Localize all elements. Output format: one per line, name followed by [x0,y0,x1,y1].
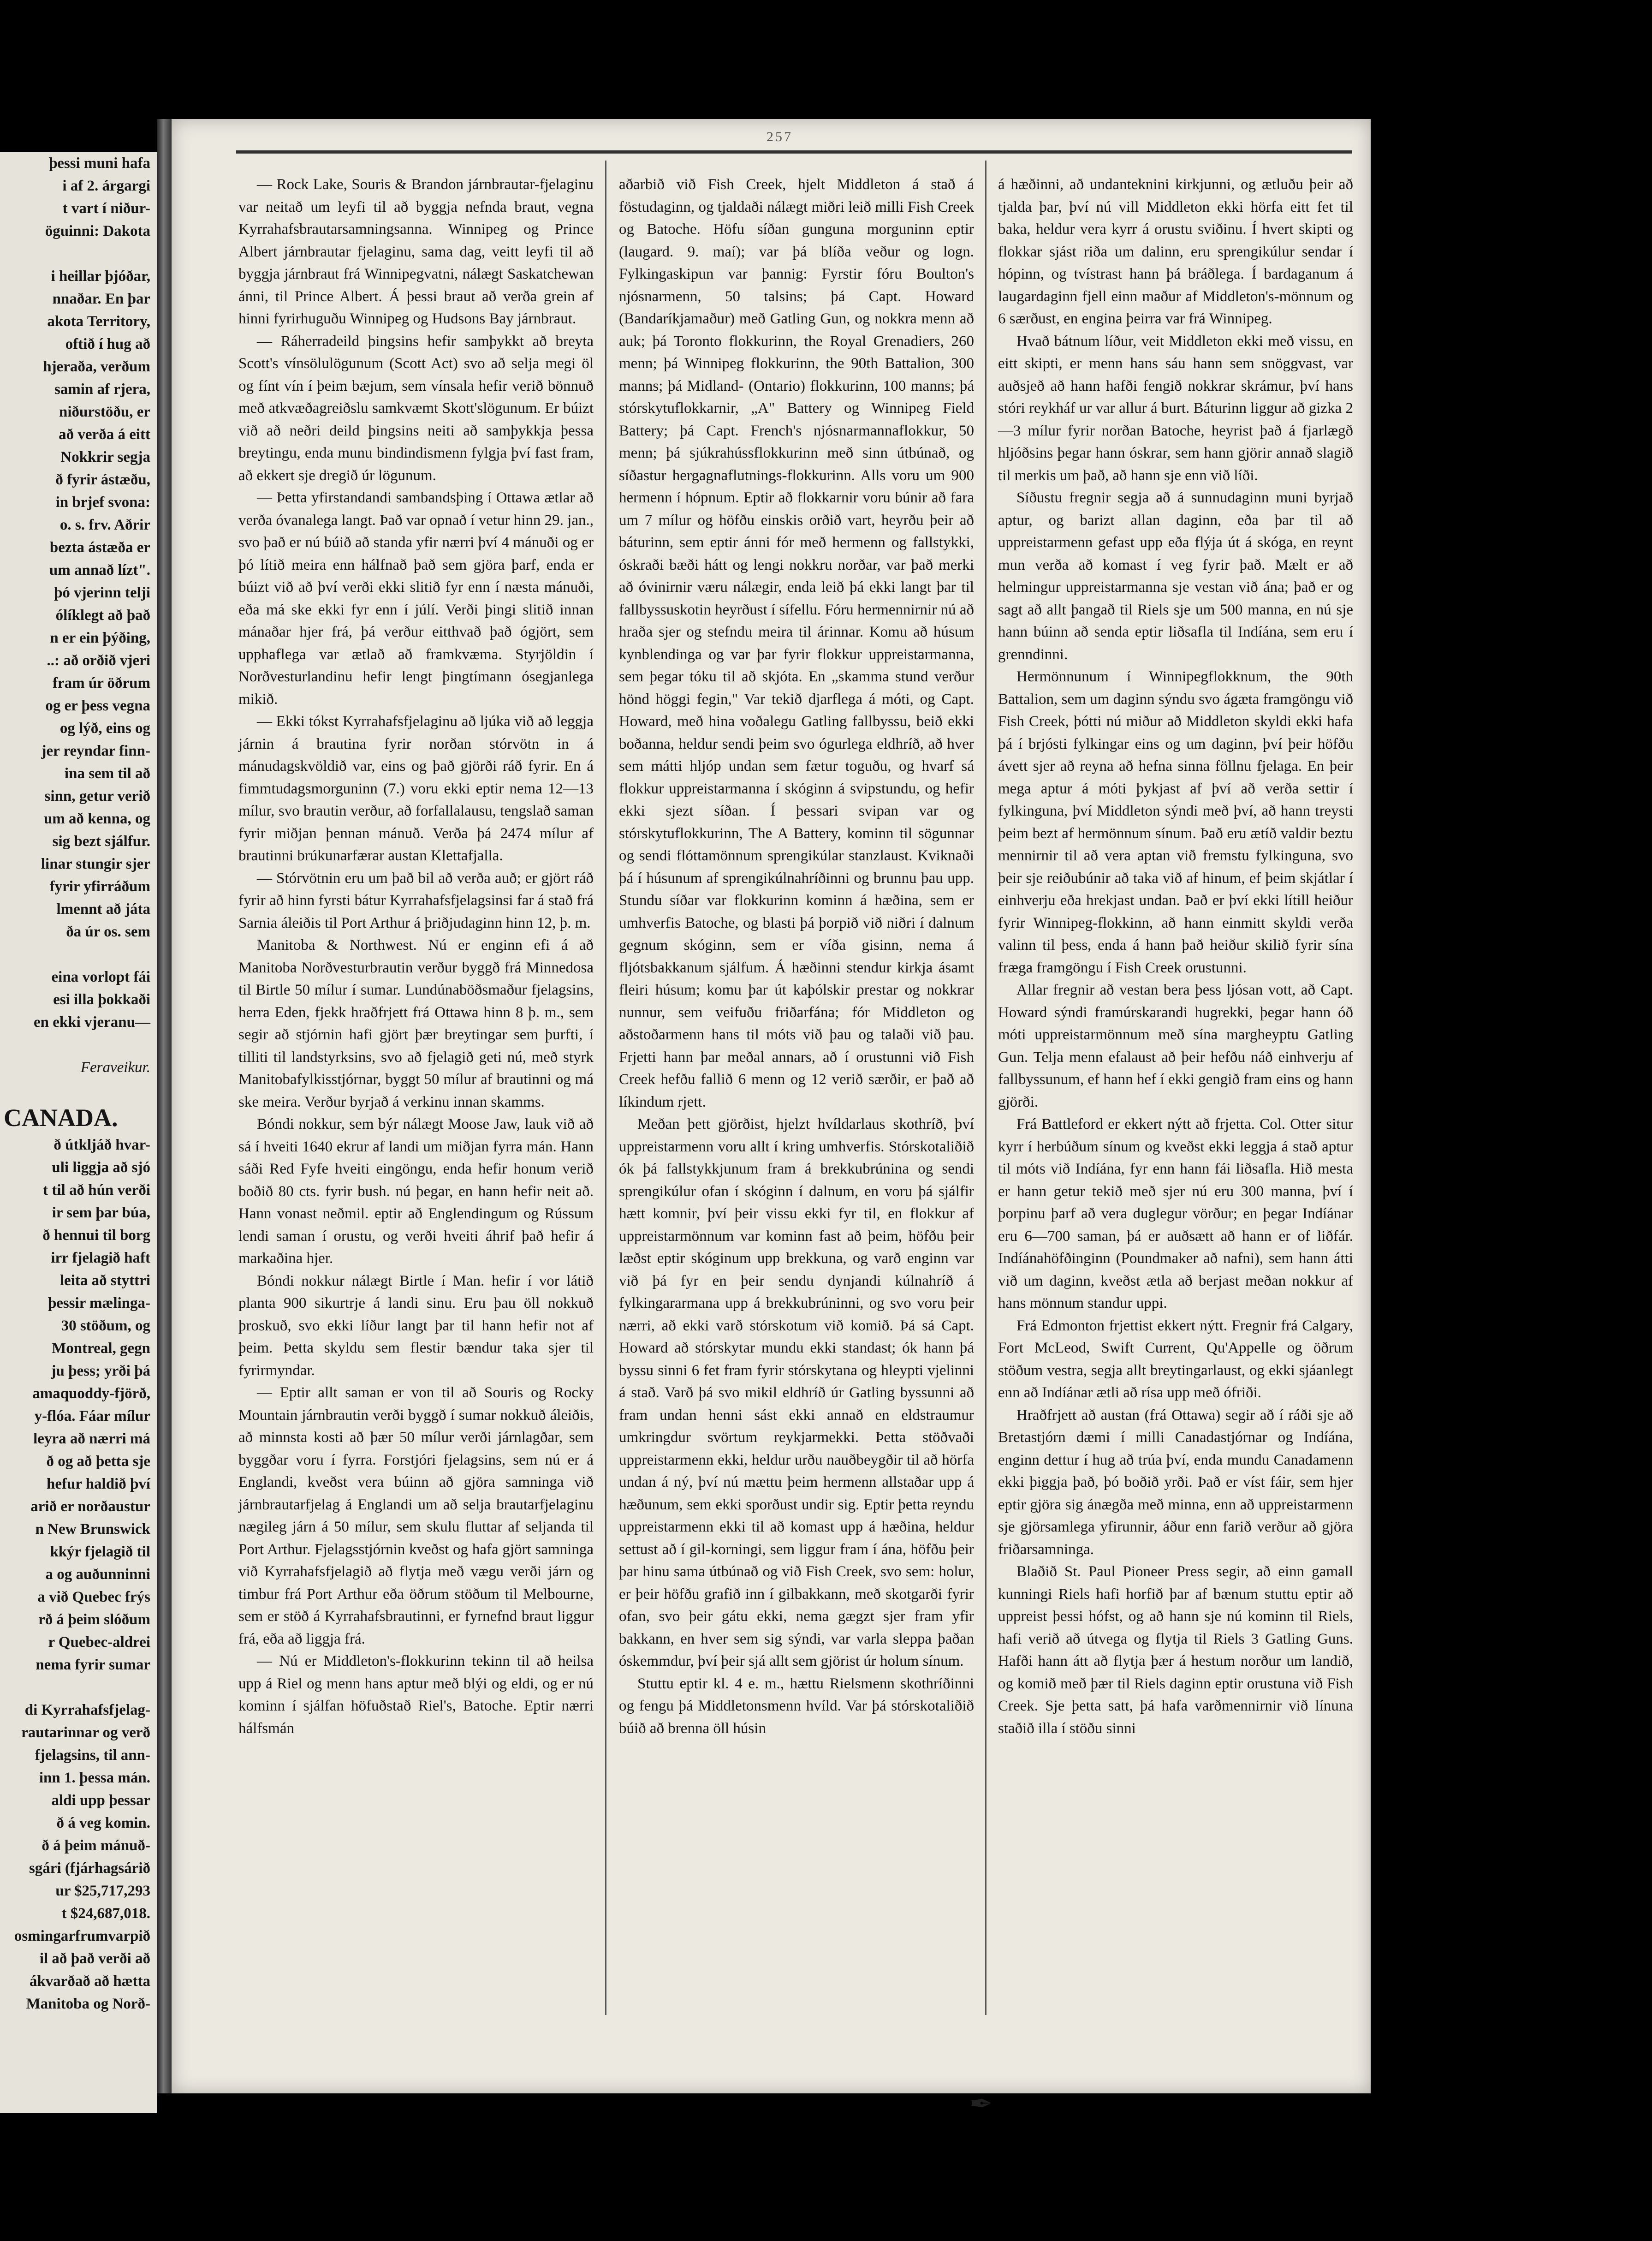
article-paragraph: Meðan þett gjörðist, hjelzt hvíldarlaus skothríð, því uppreistarmenn voru allt í kring umhverfis. Stórskotaliðið ók þá fallstykkjunum fram á brekkubrúnina og sendi sprengikúlur ofan í skóginn í dalnum, en voru þá sjálfir hætt komnir, því þeir vissu ekki fyr til, en flokkur af uppreistarmönnum var kominn fast að þeim, höfðu þeir læðst eptir skóginum upp brekkuna, og varð enginn var við þá fyr en þeir sendu dynjandi kúlnahríð á fylkingararmana upp á brekkubrúninni, og svo voru þeir nærri, að ekki varð stórskotum við komið. Þá sá Capt. Howard að stórskytar mundu ekki standast; ók hann þá byssu sinni 6 fet fram fyrir stórskytana og hleypti vjelinni á stað. Varð þá svo mikil eldhríð úr Gatling byssunni að fram undan henni sást ekki annað en eldstraumur umkringdur svörtum reykjarmekki. Þetta stöðvaði uppreistarmenn ekki, heldur urðu nauðbeygðir til að hörfa undan á ný, því nú mættu þeim hermenn allstaðar upp á hæðunum, sem ekki sporðust undir sig. Eptir þetta reyndu uppreistarmenn ekki til að komast upp á hæðina, heldur settust að í gil-korningi, sem liggur fram í ána, höfðu þeir þar hinu sama útbúnað og við Fish Creek, svo sem: holur, er þeir höfðu grafið inn í gilbakkann, með skotgarði fyrir ofan, svo þeir gátu ekki, nema gægzt sjer fram yfir bakkann, en hver sem sig sýndi, var varla sleppa þaðan óskemmdur, því þeir sjá allt sem gjörist úr holum sínum. [619,1116,974,1669]
previous-page-line: og lýð, eins og [59,720,150,737]
previous-page-line: ur $25,717,293 [55,1883,150,1899]
article-paragraph: Bóndi nokkur, sem býr nálægt Moose Jaw, lauk við að sá í hveiti 1640 ekrur af landi um miðjan fyrra mán. Hann sáði Red Fyfe hveiti eingöngu, enda hefir honum verið boðið 80 cts. fyrir bush. nú þegar, en hann hefir neit að. Hann vonast neðmil. eptir að Englendingum og Rússum lendi saman í orustu, og verði hveiti áhrif það hefir á markaðina hjer. [238,1116,594,1267]
previous-page-line: akota Territory, [47,313,150,330]
previous-page-line: ð á þeim mánuð- [42,1837,150,1854]
header-rule [236,150,1352,154]
previous-page-line: il að það verði að [39,1950,150,1967]
previous-page-line: ða úr os. sem [66,924,150,940]
previous-page-line: fram úr öðrum [52,675,150,691]
previous-page-line [0,1079,157,1102]
previous-page-line: ákvarðað að hætta [29,1973,150,1990]
previous-page-line [0,943,157,966]
previous-page-line: 30 stöðum, og [61,1317,150,1334]
previous-page-line: a og auðunninni [45,1566,150,1583]
previous-page-line: n er ein þýðing, [50,630,150,646]
previous-page-line: rð á þeim slóðum [38,1611,150,1628]
previous-page-line: n New Brunswick [35,1521,150,1538]
article-paragraph: — Eptir allt saman er von til að Souris og Rocky Mountain járnbrautin verði byggð í sumar nokkuð áleiðis, að minnsta kosti að þær 50 mílur verði járnlagðar, sem byggðar voru í fyrra. Forstjóri fjelagsins, sem nú er á Englandi, kveðst vera búinn að gjöra samninga við járnbrautarfjelag á Englandi um að selja brautarfjelaginu nægileg járn á 50 mílur, sem skulu fluttar af seljanda til Port Arthur. Fjelagsstjórnin kveðst og hafa gjört samninga við Kyrrahafsfjelagið að flytja með vægu verði járn og timbur frá Port Arthur eða öðrum stöðum til Melbourne, sem er stöð á Kyrrahafsbrautinni, er fyrnefnd braut liggur frá, eða að liggja frá. [238,1384,594,1647]
previous-page-line: ina sem til að [64,765,150,782]
previous-page-line: inn 1. þessa mán. [39,1770,150,1786]
previous-page-line: leyra að nærri má [33,1430,150,1447]
previous-page-line: y-flóa. Fáar mílur [34,1408,150,1424]
previous-page-line: CANADA. [4,1104,118,1132]
previous-page-line: aldi upp þessar [51,1792,150,1809]
previous-page-line: linar stungir sjer [41,856,150,872]
previous-page-line: þessi muni hafa [48,155,150,172]
previous-page-line: osmingarfrumvarpið [14,1928,150,1944]
previous-page-line: oftið í hug að [65,336,150,352]
previous-page-line: þessir mælinga- [48,1295,150,1311]
column-3 [998,173,1353,1740]
previous-page-line: nema fyrir sumar [36,1657,150,1673]
article-paragraph: aðarbið við Fish Creek, hjelt Middleton á stað á föstudaginn, og tjaldaði nálægt miðri leið milli Fish Creek og Batoche. Höfu síðan gunguna morguninn eptir (laugard. 9. maí); var þá blíða veður og logn. Fylkingaskipun var þannig: Fyrstir fóru Boulton's njósnarmenn, 50 talsins; þá Capt. Howard (Bandaríkjamaður) með Gatling Gun, og nokkra menn að auk; þá Toronto flokkurinn, the Royal Grenadiers, 260 menn; þá Winnipeg flokkurinn, the 90th Battalion, 300 manns; þá Midland- (Ontario) flokkurinn, 100 manns; þá stórskytuflokkarnir, „A" Battery og Winnipeg Field Battery; þá Capt. French's njósnarmannaflokkur, 50 menn; þá sjúkrahússflokkurinn með sinn útbúnað, og síðastur hergagnaflutnings-flokkurinn. Alls voru um 900 hermenn í hópnum. Eptir að flokkarnir voru búnir að fara um 7 mílur og höfðu einskis orðið vart, heyrðu þeir að báturinn, sem eptir ánni fór með hermenn og fallstykki, óskraði bæði hátt og lengi nokkru norðar, var það merki að óvinirnir væru nálægir, enda leið þá ekki langt þar til fallbyssuskotin heyrðust í sífellu. Fóru hermennirnir nú að hraða sjer og stefndu meira til árinnar. Komu að húsum kynblendinga og var þar fyrir flokkur uppreistarmanna, sem þegar tóku til að skjóta. En „skamma stund verður hönd höggi fegin," Var tekið djarflega á móti, og Capt. Howard, með hina voðalegu Gatling fallbyssu, beið ekki boðanna, heldur sendi þeim svo ógurlega eldhríð, að hver sem mátti hljóp undan sem fætur toguðu, og hvarf sá flokkur uppreistarmanna í skóginn á svipstundu, og hefir ekki sjezt síðan. Í þessari svipan var og stórskytuflokkurinn, The A Battery, kominn til sögunnar og sendi flóttamönnum sprengikúlar stanzlaust. Kviknaði þá í húsunum af sprengikúlnahríðinni og brunnu þau upp. Stundu síðar var flokkurinn kominn á hæðina, sem er umhverfis Batoche, og blasti þá þorpið við niðri í dalnum gegnum skóginn, sem er víða gisinn, nema á fljótsbakkanum sjálfum. Á hæðinni stendur kirkja ásamt fleiri húsum; komu þar út kaþólskir prestar og nokkrar nunnur, sem veifuðu friðarfána; fór Middleton og aðstoðarmenn hans til móts við þau og talaði við þau. Frjetti hann þar meðal annars, að í orustunni við Fish Creek hefðu fallið 6 menn og 12 verið særðir, er það að líkindum rjett. [619,176,974,1110]
previous-page-line: hjeraða, verðum [43,358,150,375]
previous-page-line: niðurstöðu, er [59,404,150,420]
previous-page-line [0,1034,157,1056]
previous-page-line: amaquoddy-fjörð, [32,1385,150,1402]
previous-page-line: r Quebec-aldrei [48,1634,150,1651]
article-paragraph: Bóndi nokkur nálægt Birtle í Man. hefir í vor látið planta 900 sikurtrje á landi sinu. Eru þau öll nokkuð þroskuð, svo ekki líður langt þar til hann hefir not af þeim. Þetta skyldu sem flestir bændur taka sjer til fyrirmyndar. [238,1272,594,1379]
bottom-mark: ✒ [969,2089,993,2119]
previous-page-line: og er þess vegna [45,697,150,714]
previous-page-line: esi illa þokkaði [53,991,150,1008]
previous-page-line: sgári (fjárhagsárið [29,1860,150,1877]
previous-page-line: sig bezt sjálfur. [52,833,150,850]
previous-page-line: Montreal, gegn [52,1340,150,1357]
previous-page-line: samin af rjera, [54,381,150,398]
article-paragraph: Frá Battleford er ekkert nýtt að frjetta. Col. Otter situr kyrr í herbúðum sínum og kveðst ekki leggja á stað aptur til móts við Indíána, fyr enn hann fái liðsafla. Hið mesta er hann getur tekið með sjer nú eru 300 manna, því í þorpinu þarf að vera duglegur vörður; en þegar Indíánar eru 6—700 saman, þá er auðsætt að hann er of liðfár. Indíánahöfðinginn (Poundmaker að nafni), sem hann átti við um daginn, kveðst ætla að berjast meðan nokkur af hans mönnum standur uppi. [998,1116,1353,1311]
previous-page-line: ..: að orðið vjeri [47,652,150,669]
previous-page-line: að verða á eitt [59,426,150,443]
article-paragraph: Manitoba & Northwest. Nú er enginn efi á að Manitoba Norðvesturbrautin verður byggð frá Minnedosa til Birtle 50 mílur í sumar. Lundúnaböðsmaður fjelagsins, herra Eden, fjekk hraðfrjett frá Ottawa hinn 8 þ. m., sem segir að stjórnin hafi gjört þær breytingar sem þurfti, í tilliti til landstyrksins, svo að fjelagið geti nú, með styrk Manitobafylkisstjórnar, byggt 50 mílur af brautinni og má ske meira. Verður byrjað á verkinu innan skamms. [238,937,594,1110]
previous-page-line: t til að hún verði [43,1182,150,1198]
previous-page-line: en ekki vjeranu— [33,1014,150,1031]
previous-page-line: uli liggja að sjó [52,1159,150,1176]
previous-page-line: irr fjelagið haft [51,1250,150,1266]
previous-page-line: ð hennui til borg [42,1227,150,1244]
article-paragraph: á hæðinni, að undanteknini kirkjunni, og ætluðu þeir að tjalda þar, því nú vill Middleton ekki hörfa eitt fet til baka, heldur vera kyrr á orustu sviðinu. Í hvert skipti og flokkar sjást riða um dalinn, eru sprengikúlur sendar í hópinn, og tvístrast hann þá bráðlega. Í bardaganum á laugardaginn fjell einn maður af Middleton's-mönnum og 6 særðust, en engina þeirra var frá Winnipeg. [998,176,1353,327]
previous-page-line: bezta ástæða er [49,539,150,556]
previous-page-line: i heillar þjóðar, [51,268,150,285]
previous-page-line: ju þess; yrði þá [51,1363,150,1379]
page-number: 257 [767,129,793,144]
previous-page-line: o. s. frv. Aðrir [59,517,150,533]
book-gutter [157,119,172,2093]
previous-page-line: di Kyrrahafsfjelag- [24,1702,150,1718]
column-rule [985,161,986,2015]
article-paragraph: Hermönnunum í Winnipegflokknum, the 90th Battalion, sem um daginn sýndu svo ágæta framgöngu við Fish Creek, þótti nú miður að Middleton skyldi ekki hafa þá í brjósti fylkingar eins og um daginn, því þeir höfðu ávett sjer að reyna að hefna sinna föllnu fjelaga. En þeir mega aptur á móti þykjast af því að verða settir í fylkinguna, því Middleton sýndi með því, að hann treysti þeim bezt af hermönnum sínum. Það eru ætíð valdir beztu mennirnir til að vera aptan við fremstu fylkinguna, svo þeir sje reiðubúnir að taka við af hinum, ef þeim skjátlar í einhverju eða hrekjast undan. Það er því ekki lítill heiður fyrir Winnipeg-flokkinn, að hann einmitt skyldi verða valinn til þess, enda á hann það heiður skilið fyrir sína fræga framgöngu í Fish Creek orustunni. [998,668,1353,976]
column-2 [619,173,974,1740]
previous-page-line: öguinni: Dakota [45,223,150,239]
article-paragraph: — Nú er Middleton's-flokkurinn tekinn til að heilsa upp á Riel og menn hans aptur með blýi og eldi, og er nú kominn í sjálfan höfuðstað Riel's, Batoche. Eptir nærri hálfsmán [238,1653,594,1737]
previous-page-line: um að kenna, og [43,811,150,827]
column-rule [605,161,606,2015]
previous-page-line: nnaðar. En þar [52,291,150,307]
previous-page-line: eina vorlopt fái [51,969,150,985]
article-paragraph: — Ekki tókst Kyrrahafsfjelaginu að ljúka við að leggja járnin á brautina fyrir norðan stórvötn in á mánudagskvöldið var, eins og það gjörði ráð fyrir. En á fimmtudagsmorguninn (7.) voru ekki eptir nema 12—13 mílur, svo brautin verður, að forfallalausu, tengslað saman fyrir miðjan þennan mánuð. Verða þá 2474 mílur af brautinni brúkunarfærar austan Klettafjalla. [238,713,594,864]
previous-page-line: Manitoba og Norð- [26,1996,150,2012]
previous-page-line: kkýr fjelagið til [50,1544,150,1560]
previous-page-line: t vart í niður- [62,200,150,217]
previous-page-line: a við Quebec frýs [37,1589,150,1605]
previous-page-line: Feraveikur. [80,1059,150,1076]
previous-page-line: ólíklegt að það [55,607,150,624]
article-paragraph: — Ráherradeild þingsins hefir samþykkt að breyta Scott's vínsölulögunum (Scott Act) svo að selja megi öl og fínt vín í þeim bæjum, sem vínsala hefir verið bönnuð með atkvæðagreiðslu samkvæmt Skott'slögunum. Er búizt við að neðri deild þingsins neiti að samþykkja þessa breytingu, enda munu bindindismenn fylgja því fast fram, að ekkert sje dregið úr lögunum. [238,333,594,484]
column-1 [238,173,594,1740]
previous-page-line: i af 2. árgargi [62,178,150,194]
previous-page-line: rautarinnar og verð [21,1724,150,1741]
previous-page-line: in brjef svona: [55,494,150,511]
article-paragraph: — Rock Lake, Souris & Brandon járnbrautar-fjelaginu var neitað um leyfi til að byggja nefnda braut, vegna Kyrrahafsbrautarsamningsanna. Winnipeg og Prince Albert járnbrautar fjelaginu, sama dag, veitt leyfi til að byggja járnbraut frá Winnipegvatni, nálægt Saskatchewan ánni, til Prince Albert. Á þessi braut að verða grein af hinni fyrirhuguðu Winnipeg og Hudsons Bay járnbraut. [238,176,594,327]
article-paragraph: Hvað bátnum líður, veit Middleton ekki með vissu, en eitt skipti, er menn hans sáu hann sem snöggvast, var auðsjeð að hann hafði fengið nokkrar skrámur, því hans stóri reykháf ur var allur á burt. Báturinn liggur að gizka 2—3 mílur fyrir norðan Batoche, heyrist það á fjarlægð hljóðsins þegar hann óskrar, sem hann gjörir annað slagið til merkis um það, að hann sje enn við líði. [998,333,1353,484]
previous-page-line: fyrir yfirráðum [49,878,150,895]
article-paragraph: — Stórvötnin eru um það bil að verða auð; er gjört ráð fyrir að hinn fyrsti bátur Kyrrahafsfjelagsinsi far á stað frá Sarnia áleiðis til Port Arthur á þriðjudaginn hinn 12, þ. m. [238,870,594,931]
article-paragraph: Allar fregnir að vestan bera þess ljósan vott, að Capt. Howard sýndi framúrskarandi hugrekki, þegar hann óð móti uppreistarmönnum með sína margheyptu Gatling Gun. Telja menn efalaust að þeir hefðu náð einhverju af fallbyssunum, ef hann hef í ekki gengið fram eins og hann gjörði. [998,982,1353,1110]
previous-page-line: ð útkljáð hvar- [53,1137,150,1153]
previous-page-line: arið er norðaustur [30,1498,150,1515]
newspaper-page [172,119,1371,2119]
article-paragraph: Hraðfrjett að austan (frá Ottawa) segir að í ráði sje að Bretastjórn dæmi í milli Canadastjórnar og Indíána, enginn dettur í hug að trúa því, enda mundu Canadamenn ekki þiggja það, þó boðið yrði. Það er víst fáir, sem hjer eptir gjöra sig ánægða með minna, enn að uppreistarmenn sje gjörsamlega yfirunnir, áður enn farið verður að gjöra friðarsamninga. [998,1407,1353,1558]
article-paragraph: — Þetta yfirstandandi sambandsþing í Ottawa ætlar að verða óvanalega langt. Það var opnað í vetur hinn 29. jan., svo það er nú búið að standa yfir nærri því 4 mánuði og er þó lítið meira enn hálfnað það sem gjöra þarf, enda er búizt við að því verði ekki slitið fyr enn í næsta mánuði, eða má ske ekki fyr enn í júlí. Verði þingi slitið innan mánaðar hjer frá, þá verður eitthvað það ógjört, sem upphaflega var ætlað að framkvæma. Styrjöldin í Norðvesturlandinu hefir lengt þingtímann ósegjanlega mikið. [238,489,594,708]
previous-page-line: lmennt að játa [56,901,150,918]
previous-page-line: um annað lízt". [49,562,150,578]
previous-page-line: ir sem þar búa, [52,1204,150,1221]
previous-page-line: ð og að þetta sje [46,1453,150,1470]
previous-page-line: hefur haldið því [47,1476,150,1492]
previous-page-line: ð fyrir ástæðu, [55,471,150,488]
previous-page-line [0,243,157,265]
previous-page-line: fjelagsins, til ann- [35,1747,150,1764]
previous-page-line [0,1676,157,1699]
previous-page-fragment [0,152,157,2113]
previous-page-line: jer reyndar finn- [41,743,150,759]
article-paragraph: Stuttu eptir kl. 4 e. m., hættu Rielsmenn skothríðinni og fengu þá Middletonsmenn hvíld. Var þá stórskotaliðið búið að brenna öll húsin [619,1675,974,1737]
previous-page-line: ð á veg komin. [56,1815,150,1831]
article-paragraph: Frá Edmonton frjettist ekkert nýtt. Fregnir frá Calgary, Fort McLeod, Swift Current, Qu'Appelle og öðrum stöðum vestra, segja allt breytingarlaust, og ekki sjáanlegt enn að Indíánar ætli að rísa upp með ófriði. [998,1317,1353,1401]
previous-page-line: þó vjerinn telji [54,584,150,601]
previous-page-line: leita að styttri [59,1272,150,1289]
article-paragraph: Blaðið St. Paul Pioneer Press segir, að einn gamall kunningi Riels hafi horfið þar af bænum stuttu eptir að uppreist þessi hófst, og að hann sje nú kominn til Riels, hafi verið að útvega og flytja til Riels 3 Gatling Guns. Hafði hann átt að flytja þær á hestum norður um landið, og komið með þær til Riels daginn eptir orustuna við Fish Creek. Sje þetta satt, þá hafa varðmennirnir við línuna staðið illa í stöðu sinni [998,1563,1353,1737]
previous-page-line: sinn, getur verið [44,788,150,805]
article-paragraph: Síðustu fregnir segja að á sunnudaginn muni byrjað aptur, og barizt allan daginn, eða þar til að uppreistarmenn gefast upp eða flýja út á skóga, en reynt mun verða að komast í veg fyrir það. Mælt er að helmingur uppreistarmanna sje vestan við ána; það er og sagt að allt þangað til Riels sje um 500 manna, en nú sje hann búinn að senda eptir liðsafla til Indíána, sem eru í grenndinni. [998,489,1353,663]
previous-page-line: t $24,687,018. [61,1905,150,1922]
previous-page-line: Nokkrir segja [60,449,150,465]
